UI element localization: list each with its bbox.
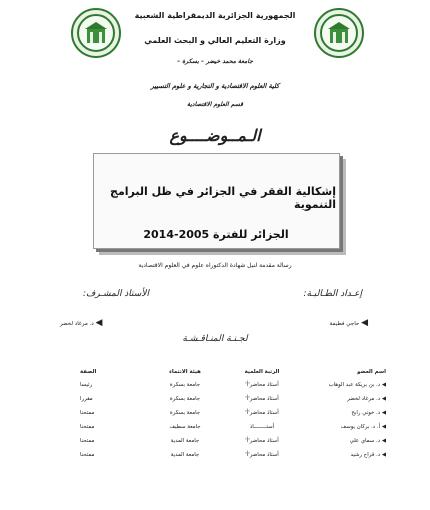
member-role: ممتحنا (80, 410, 95, 416)
faculty-name: كلية العلوم الاقتصادية و التجارية و علوم التسيير (150, 82, 280, 90)
university-emblem-icon (76, 13, 116, 53)
table-row (80, 406, 386, 420)
member-rank: أستــــــــاذ (249, 424, 275, 430)
member-affiliation: جامعة بسكرة (169, 382, 201, 388)
student-name-text: حاجي فطيمة (329, 321, 360, 327)
arrow-bullet-icon: ◀ (361, 318, 368, 328)
member-name (298, 378, 386, 392)
member-affiliation: جامعة المدية (170, 452, 200, 458)
thesis-title-line1: إشكالية الفقر في الجزائر في ظل البرامج التنموية (110, 185, 336, 211)
arrow-bullet-icon: ◀ (95, 318, 103, 328)
member-name (298, 406, 386, 420)
table-row (80, 448, 386, 462)
student-name (330, 318, 368, 328)
member-name (298, 420, 386, 434)
department-name: قسم العلوم الاقتصادية (187, 101, 243, 108)
ministry-name: وزارة التعليم العالي و البحث العلمي (144, 36, 286, 45)
university-name: جامعة محمد خيضر – بسكرة – (177, 58, 253, 65)
member-role: ممتحنا (80, 452, 95, 458)
member-name-text: د. مرغاد لخضر (347, 396, 381, 402)
member-rank: أستاذ محاضر'أ' (245, 410, 279, 416)
member-role: ممتحنا (80, 424, 95, 430)
table-row (80, 392, 386, 406)
arrow-bullet-icon: ◀ (380, 424, 386, 430)
university-emblem-icon (319, 13, 359, 53)
member-name-text: د. خوني رابح (351, 410, 381, 416)
member-role: ممتحنا (80, 438, 95, 444)
republic-name: الجمهورية الجزائرية الديمقراطية الشعبية (134, 11, 296, 20)
member-name (298, 448, 386, 462)
subject-label: الـمــوضــــوع (169, 126, 261, 145)
member-role: رئيسا (80, 382, 93, 388)
left-logo (71, 8, 121, 58)
member-rank: أستاذ محاضر'أ' (245, 438, 279, 444)
member-name-text: د. بن بريكة عبد الوهاب (328, 382, 381, 388)
right-logo (314, 8, 364, 58)
member-affiliation: جامعة بسكرة (169, 396, 201, 402)
arrow-bullet-icon: ◀ (380, 438, 386, 444)
member-name-text: د. قراح رشيد (350, 452, 381, 458)
member-affiliation: جامعة بسكرة (169, 410, 201, 416)
member-affiliation: جامعة المدية (170, 438, 200, 444)
header-rank: الرتبة العلمية (244, 369, 280, 375)
member-affiliation: جامعة سطيف (169, 424, 201, 430)
member-name (298, 392, 386, 406)
header-member: اسم العضو (357, 369, 386, 375)
member-name (298, 434, 386, 448)
supervisor-label: الأستاذ المشـرف: (83, 289, 149, 299)
committee-label: لجـنـة المنـاقـشـة (182, 334, 248, 344)
jury-header-row (80, 366, 386, 378)
header-role: الصفة (80, 369, 97, 375)
member-rank: أستاذ محاضر'أ' (245, 396, 279, 402)
header-affiliation: هيئة الانتماء (169, 369, 201, 375)
student-label: إعـداد الطـالبـة: (303, 289, 362, 299)
jury-table (80, 366, 386, 462)
thesis-caption: رسالة مقدمة لنيل شهادة الدكتوراه علوم في العلوم الاقتصادية (138, 262, 292, 269)
member-rank: أستاذ محاضر'أ' (245, 452, 279, 458)
supervisor-name-text: د. مرغاد لخضر (60, 321, 94, 327)
member-name-text: أ. د. بركان يوسف (340, 424, 381, 430)
thesis-title-line2: الجزائر للفترة 2005-2014 (143, 228, 289, 241)
arrow-bullet-icon: ◀ (380, 382, 386, 388)
supervisor-name (60, 318, 102, 328)
member-role: مقررا (80, 396, 93, 402)
table-row (80, 434, 386, 448)
arrow-bullet-icon: ◀ (380, 410, 386, 416)
table-row (80, 378, 386, 392)
arrow-bullet-icon: ◀ (380, 396, 386, 402)
member-rank: أستاذ محاضر'أ' (245, 382, 279, 388)
arrow-bullet-icon: ◀ (380, 452, 386, 458)
table-row (80, 420, 386, 434)
member-name-text: د. سماي علي (349, 438, 381, 444)
